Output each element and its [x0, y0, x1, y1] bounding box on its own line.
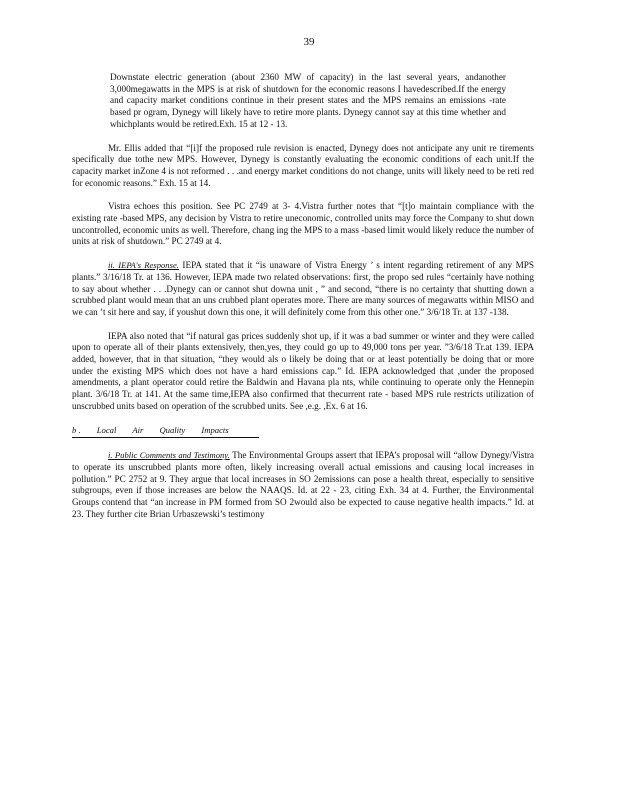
subheading-letter: b . — [72, 424, 81, 435]
paragraph-vistra: Vistra echoes this position. See PC 2749 at 3- 4.Vistra further notes that “[t]o maintain compliance with the existing rate -based MPS, any decision by Vistra to retire uneconomic, controlled units may force the Company to shut down uncontrolled, economic units as well. Therefore, chang ing the MPS to a mass -based limit would likely reduce the number of units at risk of shutdown.” PC 2749 at 4. — [72, 201, 534, 247]
subheading-word: Air — [132, 424, 144, 435]
subheading-word: Local — [96, 424, 117, 435]
document-body — [72, 72, 534, 533]
section-subheading — [72, 425, 259, 439]
subheading-word: Impacts — [201, 424, 229, 435]
paragraph-text: IEPA stated that it “is unaware of Vistra Energy ’ s intent regarding retirement of any MPS plants.” 3/16/18 Tr. at 136. However, IEPA made two related observations: first, the propo sed rules “certainly have nothing to say about whether . . .Dynegy can or cannot shut downa unit , ” and second, “there is no certainty that shutting down a scrubbed plant would mean that an uns crubbed plant operates more. There are many sources of megawatts within MISO and we can ’t sit here and say, if youshut down this one, it will definitely come from this other one.” 3/6/18 Tr. at 137 -138. — [72, 260, 534, 317]
page-number: 39 — [303, 36, 315, 48]
paragraph-iepa-response — [72, 260, 534, 319]
paragraph-public-comments — [72, 450, 534, 520]
paragraph-ellis: Mr. Ellis added that “[i]f the proposed rule revision is enacted, Dynegy does not anticipate any unit re tirements specifically due tothe new MPS. However, Dynegy is constantly evaluating the economic conditions of each unit.If the capacity market inZone 4 is not reformed . . .and energy market conditions do not change, units will likely need to be reti red for economic reasons.” Exh. 15 at 14. — [72, 142, 534, 188]
section-lead-iepa-response: ii. IEPA's Response. — [108, 260, 179, 271]
paragraph-iepa-gas: IEPA also noted that “if natural gas prices suddenly shot up, if it was a bad summer or winter and they were called upon to operate all of their plants extensively, then,yes, they could go up to 49,000 tons per year. ”3/6/18 Tr.at 139. IEPA added, however, that in that situation, “they would als o likely be doing that or at least potentially be doing that or more under the existing MPS which does not have a hard emissions cap.” Id. IEPA acknowledged that ,under the proposed amendments, a plant operator could retire the Baldwin and Havana pla nts, while continuing to operate only the Hennepin plant. 3/6/18 Tr. at 141. At the same time,IEPA also confirmed that thecurrent rate - based MPS rule restricts utilization of unscrubbed units based on operation of the scrubbed units. See ,e.g. ,Ex. 6 at 16. — [72, 330, 534, 411]
subheading-word: Quality — [159, 424, 186, 435]
paragraph-text: The Environmental Groups assert that IEPA’s proposal will “allow Dynegy/Vistra to operate its unscrubbed plants more often, likely increasing overall actual emissions and causing local increases in pollution.” PC 2752 at 9. They argue that local increases in SO 2emissions can pose a health threat, especially to sensitive subgroups, even if those increases are below the NAAQS. Id. at 22 - 23, citing Exh. 34 at 4. Further, the Environmental Groups contend that “an increase in PM formed from SO 2would also be expected to cause negative health impacts.” Id. at 23. They further cite Brian Urbaszewski’s testimony — [72, 450, 535, 519]
block-quote: Downstate electric generation (about 2360 MW of capacity) in the last several years, andanother 3,000megawatts in the MPS is at risk of shutdown for the economic reasons I havedescribed.If the energy and capacity market conditions continue in their present states and the MPS remains an emissions -rate based pr ogram, Dynegy will likely have to retire more plants. Dynegy cannot say at this time whether and whichplants would be retired.Exh. 15 at 12 - 13. — [110, 72, 506, 129]
section-lead-public-comments: i. Public Comments and Testimony. — [108, 450, 230, 461]
